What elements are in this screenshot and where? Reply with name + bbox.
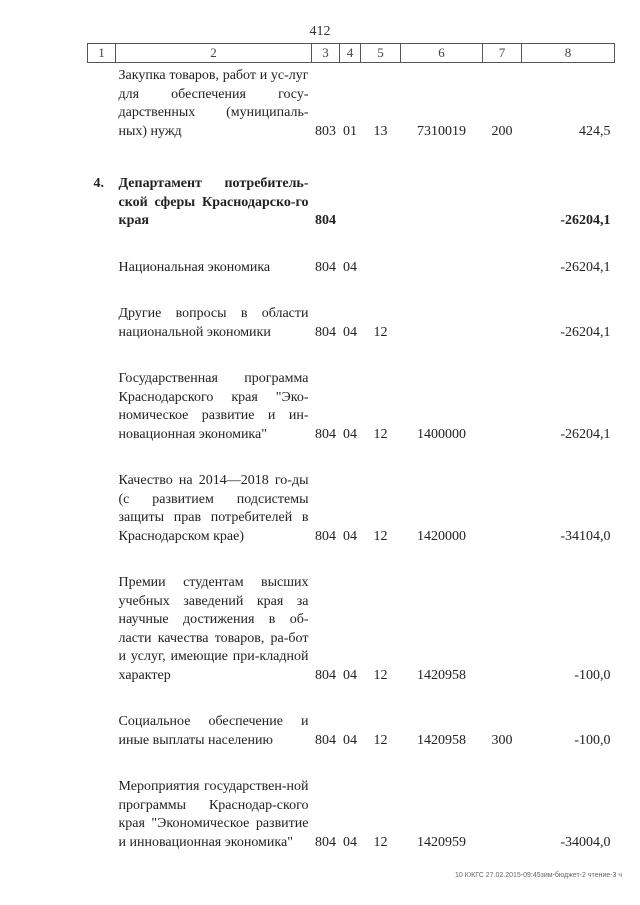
row-name: Премии студентам высших учебных заведений края за научные достижения в об-ласти качества товаров, ра-бот и услуг, имеющие при-кладной характер [118, 575, 309, 683]
row-number: 4. [93, 176, 104, 191]
row-amount: -26204,1 [560, 259, 611, 275]
col-header-5: 5 [361, 44, 401, 63]
row-name: Мероприятия государствен-ной программы Краснодар-ского края "Экономическое развитие и инновационная экономика" [118, 779, 309, 850]
row-section-code: 01 [343, 123, 357, 139]
table-row [88, 67, 615, 141]
row-section-code: 04 [343, 834, 357, 850]
column-header-row [88, 44, 615, 63]
row-spacer-cell [88, 444, 615, 472]
row-subsection-code: 12 [373, 528, 388, 544]
row-expense-type [483, 175, 522, 231]
row-amount: -34004,0 [560, 834, 611, 850]
row-target-article [401, 259, 483, 278]
document-footer: 10 КЖГС 27.02.2015-09:45зим-бюджет-2 чтение-3 ч [455, 872, 622, 879]
row-subsection-code: 12 [373, 426, 388, 442]
row-ministry-code: 804 [315, 259, 336, 275]
row-target-article [401, 305, 483, 342]
row-amount: -100,0 [574, 667, 611, 683]
budget-table [87, 43, 615, 852]
row-spacer-cell [88, 342, 615, 370]
row-section-code: 04 [343, 528, 357, 544]
row-spacer [88, 546, 615, 574]
row-spacer [88, 444, 615, 472]
row-amount: -26204,1 [560, 213, 611, 228]
row-expense-type: 200 [491, 123, 513, 139]
table-row [88, 574, 615, 685]
row-section-code: 04 [343, 426, 357, 442]
row-name: Другие вопросы в области национальной экономики [118, 306, 309, 340]
row-target-article: 7310019 [417, 123, 466, 139]
row-ministry-code: 804 [315, 834, 336, 850]
row-spacer [88, 231, 615, 259]
row-section-code: 04 [343, 324, 357, 340]
row-number [88, 305, 116, 342]
row-target-article: 1420959 [417, 834, 466, 850]
row-number [88, 472, 116, 546]
col-header-3: 3 [312, 44, 340, 63]
row-target-article [401, 175, 483, 231]
row-number [88, 778, 116, 852]
row-target-article: 1420958 [417, 732, 466, 748]
row-expense-type [483, 778, 522, 852]
table-row [88, 713, 615, 750]
row-spacer-cell [88, 277, 615, 305]
row-subsection-code: 12 [373, 324, 388, 340]
row-number [88, 713, 116, 750]
col-header-1: 1 [88, 44, 116, 63]
col-header-7: 7 [483, 44, 522, 63]
row-amount: -26204,1 [560, 426, 611, 442]
row-section-code: 04 [343, 732, 357, 748]
row-section-code: 04 [343, 259, 357, 275]
row-subsection-code: 12 [373, 834, 388, 850]
row-expense-type [483, 574, 522, 685]
row-number [88, 259, 116, 278]
col-header-6: 6 [401, 44, 483, 63]
row-subsection-code: 12 [373, 732, 388, 748]
row-name: Национальная экономика [118, 259, 271, 275]
table-row [88, 778, 615, 852]
row-ministry-code: 803 [315, 123, 336, 139]
table-row [88, 370, 615, 444]
row-expense-type: 300 [491, 732, 513, 748]
row-ministry-code: 804 [315, 426, 336, 442]
row-subsection-code: 12 [373, 667, 388, 683]
row-spacer-cell [88, 231, 615, 259]
row-ministry-code: 804 [315, 528, 336, 544]
row-ministry-code: 804 [315, 213, 336, 228]
row-amount: -34104,0 [560, 528, 611, 544]
row-amount: -26204,1 [560, 324, 611, 340]
row-section-code [340, 175, 361, 231]
row-ministry-code: 804 [315, 324, 336, 340]
row-subsection-code [361, 175, 401, 231]
row-spacer-cell [88, 546, 615, 574]
col-header-2: 2 [116, 44, 312, 63]
row-subsection-code [361, 259, 401, 278]
table-row [88, 305, 615, 342]
row-expense-type [483, 370, 522, 444]
row-amount: 424,5 [579, 123, 611, 139]
col-header-4: 4 [340, 44, 361, 63]
row-spacer-cell [88, 141, 615, 175]
row-number [88, 574, 116, 685]
row-spacer [88, 685, 615, 713]
row-target-article: 1420958 [417, 667, 466, 683]
page-number: 412 [309, 24, 331, 39]
row-target-article: 1400000 [417, 426, 466, 442]
row-name: Качество на 2014—2018 го-ды (с развитием подсистемы защиты прав потребителей в Краснодарском крае) [118, 473, 309, 544]
table-row [88, 472, 615, 546]
row-spacer [88, 277, 615, 305]
col-header-8: 8 [522, 44, 615, 63]
row-spacer [88, 342, 615, 370]
row-spacer-cell [88, 750, 615, 778]
row-expense-type [483, 259, 522, 278]
row-target-article: 1420000 [417, 528, 466, 544]
row-number [88, 370, 116, 444]
table-row [88, 259, 615, 278]
row-section-code: 04 [343, 667, 357, 683]
row-name: Государственная программа Краснодарского края "Эко-номическое развитие и ин-новационная экономика" [118, 371, 309, 442]
row-spacer [88, 141, 615, 175]
row-number [88, 67, 116, 141]
row-spacer-cell [88, 685, 615, 713]
row-expense-type [483, 472, 522, 546]
row-expense-type [483, 305, 522, 342]
row-subsection-code: 13 [373, 123, 388, 139]
row-amount: -100,0 [574, 732, 611, 748]
row-name: Департамент потребитель-ской сферы Краснодарско-го края [118, 176, 309, 228]
row-ministry-code: 804 [315, 667, 336, 683]
row-spacer [88, 750, 615, 778]
row-name: Закупка товаров, работ и ус-луг для обеспечения госу-дарственных (муниципаль-ных) нужд [118, 68, 309, 139]
table-row [88, 175, 615, 231]
row-ministry-code: 804 [315, 732, 336, 748]
row-name: Социальное обеспечение и иные выплаты населению [118, 714, 309, 748]
